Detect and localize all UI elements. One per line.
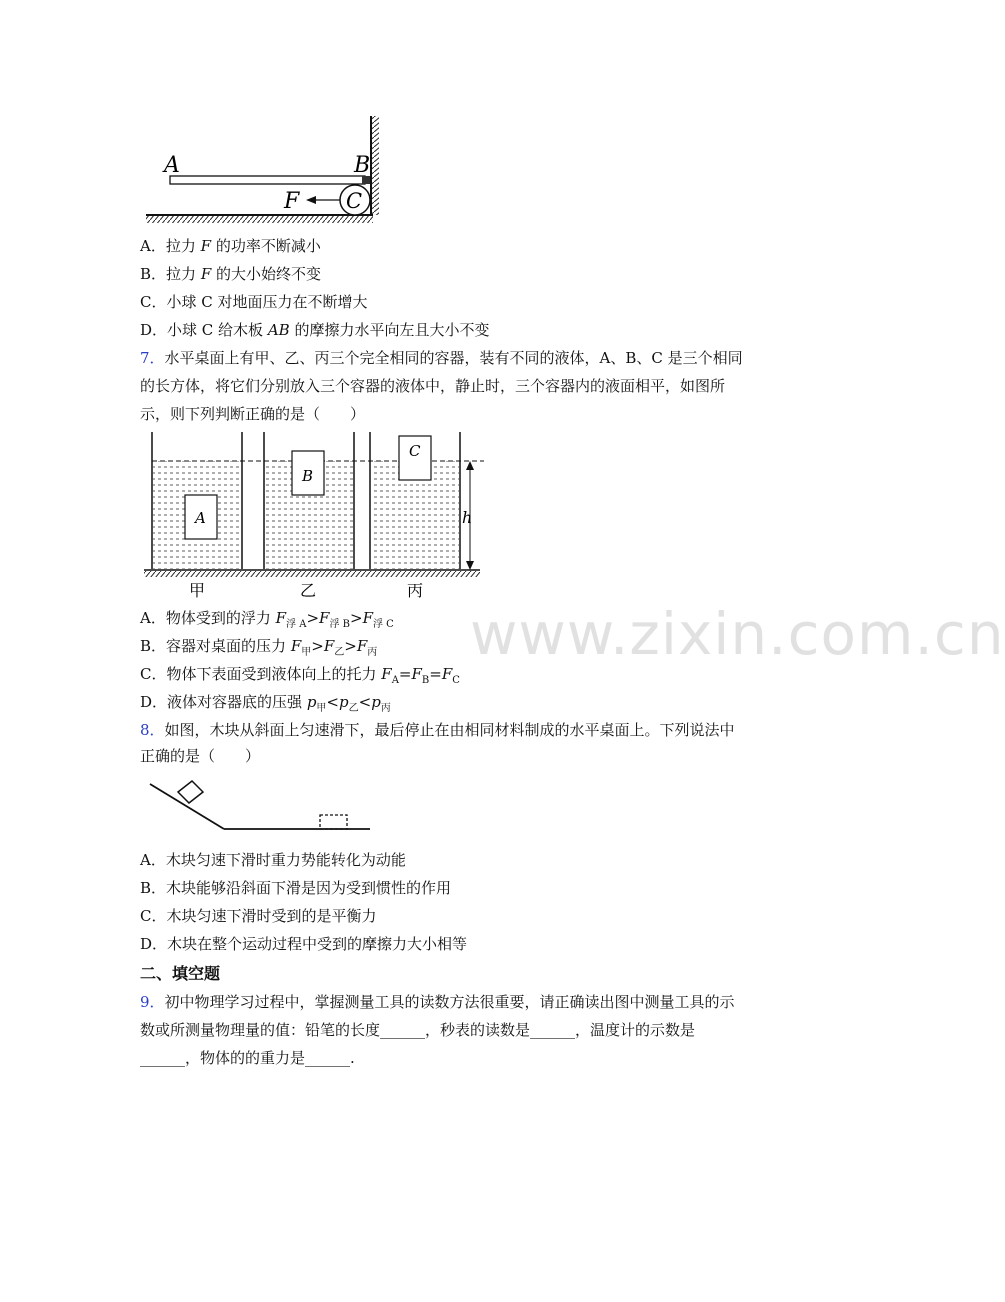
watermark: www.zixin.com.cn (470, 600, 1005, 668)
label-bing: 丙 (407, 581, 424, 600)
q6-option-c: C．小球 C 对地面压力在不断增大 (140, 293, 368, 311)
q8-option-d: D．木块在整个运动过程中受到的摩擦力大小相等 (140, 935, 468, 953)
block-c-label: C (409, 442, 421, 460)
q6-option-b: B．拉力 F 的大小始终不变 (140, 265, 322, 283)
q8-option-b: B．木块能够沿斜面下滑是因为受到惯性的作用 (140, 879, 452, 897)
q6-option-d: D．小球 C 给木板 AB 的摩擦力水平向左且大小不变 (140, 321, 490, 339)
label-A: A (164, 153, 180, 178)
q8-option-c: C．木块匀速下滑时受到的是平衡力 (140, 907, 377, 925)
q8-option-a: A．木块匀速下滑时重力势能转化为动能 (140, 851, 406, 869)
label-C: C (346, 189, 363, 213)
q8-stem-line1: 8．如图，木块从斜面上匀速滑下，最后停止在由相同材料制成的水平桌面上。下列说法中 (140, 721, 735, 739)
q8-stem-line2: 正确的是（ ） (140, 747, 261, 765)
block-a-label: A (195, 509, 206, 527)
figure-incline-block (140, 772, 380, 838)
q7-option-d: D．液体对容器底的压强 $p_甲<p_乙<p_丙$ (140, 693, 391, 714)
label-F: F (284, 189, 300, 214)
q9-stem-line2: 数或所测量物理量的值：铅笔的长度______，秒表的读数是______，温度计的示数是 (140, 1021, 696, 1039)
q7-option-b: B．容器对桌面的压力 $F_甲>F_乙>F_丙$ (140, 637, 378, 658)
q9-stem-line3: ______，物体的的重力是______. (140, 1049, 355, 1067)
label-jia: 甲 (189, 581, 206, 600)
figure-board-ball (140, 112, 390, 230)
figure-three-containers (140, 428, 490, 604)
q9-stem-line1: 9．初中物理学习过程中，掌握测量工具的读数方法很重要，请正确读出图中测量工具的示 (140, 993, 735, 1011)
q7-option-a: A．物体受到的浮力 $F_{浮 A}>F_{浮 B}>F_{浮 C}$ (140, 609, 394, 630)
section-heading-fill-in: 二、填空题 (140, 964, 221, 983)
q7-option-c: C．物体下表面受到液体向上的托力 $F_A=F_B=F_C$ (140, 665, 460, 686)
block-b-label: B (302, 467, 314, 485)
label-B: B (354, 153, 371, 178)
q7-stem-line3: 示，则下列判断正确的是（ ） (140, 405, 366, 423)
height-h-label: h (462, 508, 473, 527)
q6-option-a: A．拉力 F 的功率不断减小 (140, 237, 321, 255)
q7-stem-line2: 的长方体，将它们分别放入三个容器的液体中，静止时，三个容器内的液面相平，如图所 (140, 377, 726, 395)
label-yi: 乙 (300, 581, 317, 600)
q7-stem-line1: 7．水平桌面上有甲、乙、丙三个完全相同的容器，装有不同的液体，A、B、C 是三个相同 (140, 349, 743, 367)
